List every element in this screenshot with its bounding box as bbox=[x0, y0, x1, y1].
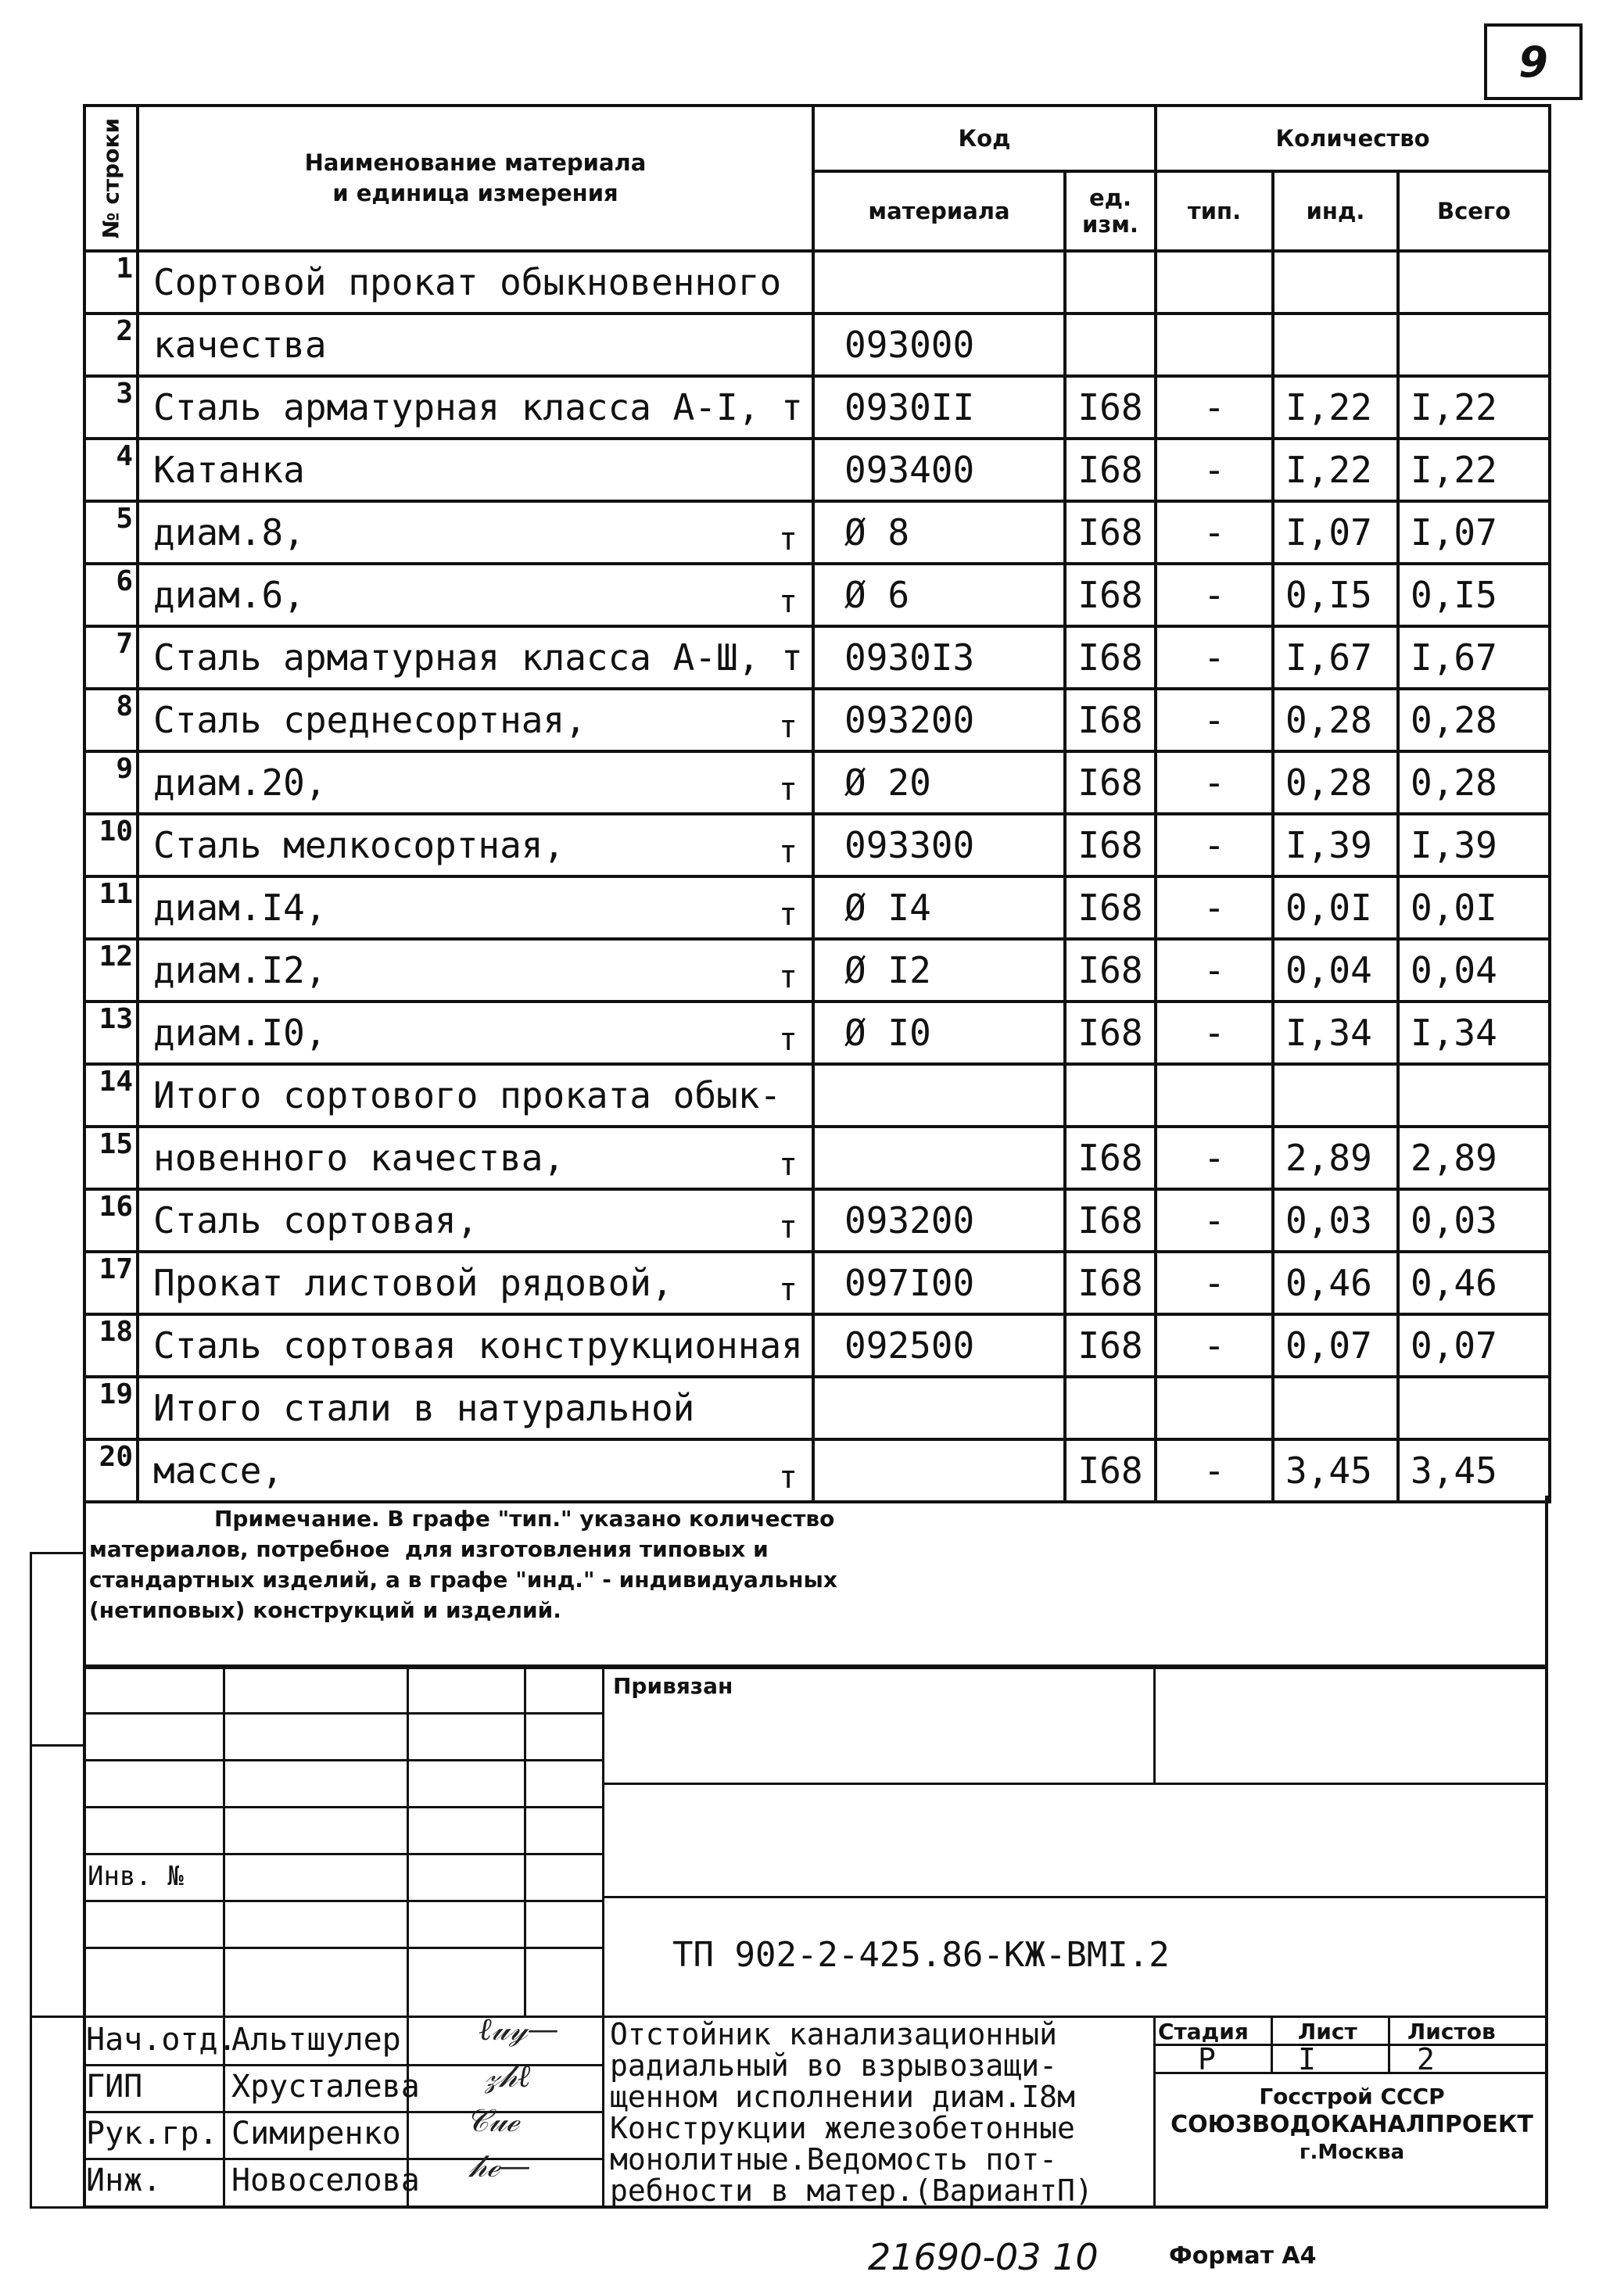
qty-typ: - bbox=[1156, 1189, 1273, 1252]
description-line: Отстойник канализационный bbox=[610, 2017, 1057, 2051]
table-row bbox=[84, 626, 1550, 689]
qty-ind: I,07 bbox=[1273, 501, 1398, 564]
binding-strip-line bbox=[30, 1552, 86, 1554]
row-number: 16 bbox=[84, 1189, 138, 1252]
qty-total: I,34 bbox=[1398, 1002, 1550, 1064]
qty-ind: 0,I5 bbox=[1273, 564, 1398, 626]
description-line: щенном исполнении диам.I8м bbox=[610, 2080, 1075, 2114]
material-name bbox=[138, 1252, 813, 1314]
qty-ind: I,67 bbox=[1273, 626, 1398, 689]
unit-code: I68 bbox=[1065, 1252, 1156, 1314]
unit-label: т bbox=[778, 584, 798, 620]
sheets-value: 2 bbox=[1417, 2042, 1435, 2077]
inv-no-label: Инв. № bbox=[88, 1861, 184, 1892]
row-number: 15 bbox=[84, 1127, 138, 1189]
qty-typ: - bbox=[1156, 1252, 1273, 1314]
staff-name: Симиренко bbox=[231, 2116, 401, 2152]
qty-ind bbox=[1273, 251, 1398, 314]
material-name bbox=[138, 439, 813, 501]
material-name-text: диам.20, bbox=[153, 761, 327, 804]
row-number: 9 bbox=[84, 751, 138, 814]
description-line: ребности в матер.(ВариантП) bbox=[610, 2173, 1093, 2208]
material-name-text: качества bbox=[153, 324, 327, 366]
unit-label: т bbox=[778, 709, 798, 745]
material-name-text: диам.I0, bbox=[153, 1012, 327, 1054]
row-number: 12 bbox=[84, 939, 138, 1002]
table-row bbox=[84, 689, 1550, 751]
qty-typ: - bbox=[1156, 689, 1273, 751]
unit-label: т bbox=[778, 1147, 798, 1183]
qty-total: 0,46 bbox=[1398, 1252, 1550, 1314]
material-name-text: диам.6, bbox=[153, 574, 305, 616]
qty-typ: - bbox=[1156, 939, 1273, 1002]
qty-total: I,39 bbox=[1398, 814, 1550, 876]
unit-label: т bbox=[778, 521, 798, 557]
qty-total: 0,07 bbox=[1398, 1314, 1550, 1377]
qty-typ bbox=[1156, 1377, 1273, 1439]
material-name bbox=[138, 376, 813, 439]
material-name bbox=[138, 1002, 813, 1064]
material-name bbox=[138, 814, 813, 876]
staff-role: Рук.гр. bbox=[86, 2116, 218, 2152]
material-name-text: новенного качества, bbox=[153, 1137, 565, 1179]
qty-typ bbox=[1156, 314, 1273, 376]
qty-ind bbox=[1273, 1064, 1398, 1127]
staff-role: Нач.отд. bbox=[86, 2022, 237, 2058]
table-body bbox=[84, 251, 1550, 1502]
material-name bbox=[138, 939, 813, 1002]
qty-ind: I,39 bbox=[1273, 814, 1398, 876]
unit-code: I68 bbox=[1065, 376, 1156, 439]
table-row bbox=[84, 501, 1550, 564]
qty-typ: - bbox=[1156, 1439, 1273, 1502]
material-code: 093200 bbox=[813, 1189, 1065, 1252]
qty-ind: 0,28 bbox=[1273, 689, 1398, 751]
material-name bbox=[138, 1314, 813, 1377]
material-name bbox=[138, 1189, 813, 1252]
material-code bbox=[813, 1377, 1065, 1439]
qty-typ bbox=[1156, 1064, 1273, 1127]
unit-code: I68 bbox=[1065, 1314, 1156, 1377]
title-block-grid bbox=[83, 1806, 604, 1808]
unit-label: т bbox=[778, 1272, 798, 1308]
header-qty-group: Количество bbox=[1156, 106, 1550, 171]
table-row bbox=[84, 439, 1550, 501]
material-name-text: Итого стали в натуральной bbox=[153, 1387, 695, 1429]
qty-typ: - bbox=[1156, 626, 1273, 689]
material-name bbox=[138, 314, 813, 376]
sheet-label: Лист bbox=[1298, 2019, 1357, 2044]
material-name-text: диам.I2, bbox=[153, 949, 327, 991]
material-code bbox=[813, 1439, 1065, 1502]
binding-strip-line bbox=[30, 2016, 86, 2018]
archive-number: 21690-03 10 bbox=[868, 2236, 1099, 2278]
qty-ind: 3,45 bbox=[1273, 1439, 1398, 1502]
material-code: 097I00 bbox=[813, 1252, 1065, 1314]
header-qty-ind: инд. bbox=[1273, 171, 1398, 251]
material-code: 0930I3 bbox=[813, 626, 1065, 689]
row-number: 10 bbox=[84, 814, 138, 876]
unit-label: т bbox=[778, 772, 798, 808]
qty-ind: 0,04 bbox=[1273, 939, 1398, 1002]
signature: 𝓏𝒽ℓ bbox=[485, 2059, 531, 2094]
unit-label: т bbox=[778, 959, 798, 995]
qty-typ: - bbox=[1156, 1002, 1273, 1064]
qty-typ bbox=[1156, 251, 1273, 314]
staff-name: Альтшулер bbox=[231, 2022, 401, 2058]
material-name-text: Катанка bbox=[153, 449, 305, 491]
qty-total: 0,I5 bbox=[1398, 564, 1550, 626]
org-city: г.Москва bbox=[1299, 2141, 1405, 2164]
signature: 𝒽ℯ— bbox=[469, 2148, 531, 2184]
material-code: Ø I4 bbox=[813, 876, 1065, 939]
row-number: 6 bbox=[84, 564, 138, 626]
staff-role: ГИП bbox=[86, 2069, 143, 2105]
title-block-grid bbox=[524, 1666, 526, 2016]
qty-ind: 0,28 bbox=[1273, 751, 1398, 814]
title-block-grid bbox=[83, 1900, 604, 1902]
material-code: 092500 bbox=[813, 1314, 1065, 1377]
qty-typ: - bbox=[1156, 1127, 1273, 1189]
row-number: 5 bbox=[84, 501, 138, 564]
unit-code: I68 bbox=[1065, 689, 1156, 751]
table-row bbox=[84, 1252, 1550, 1314]
document-code: ТП 902-2-425.86-КЖ-ВМI.2 bbox=[672, 1935, 1170, 1975]
qty-total: 3,45 bbox=[1398, 1439, 1550, 1502]
header-code-group: Код bbox=[813, 106, 1156, 171]
table-row bbox=[84, 939, 1550, 1002]
material-code: Ø 8 bbox=[813, 501, 1065, 564]
material-name-text: Сталь среднесортная, bbox=[153, 699, 586, 741]
title-block-grid bbox=[602, 1896, 1548, 1898]
unit-code bbox=[1065, 251, 1156, 314]
material-name-text: Сталь мелкосортная, bbox=[153, 824, 565, 866]
qty-ind: I,34 bbox=[1273, 1002, 1398, 1064]
title-block-grid bbox=[602, 1666, 604, 2209]
qty-ind: 0,07 bbox=[1273, 1314, 1398, 1377]
material-table bbox=[83, 104, 1551, 1503]
material-name-text: массе, bbox=[153, 1449, 284, 1492]
qty-total bbox=[1398, 314, 1550, 376]
table-row bbox=[84, 814, 1550, 876]
staff-name: Новоселова bbox=[231, 2163, 420, 2198]
table-row bbox=[84, 251, 1550, 314]
qty-typ: - bbox=[1156, 564, 1273, 626]
unit-code: I68 bbox=[1065, 939, 1156, 1002]
row-number: 19 bbox=[84, 1377, 138, 1439]
binding-strip-line bbox=[30, 1744, 86, 1747]
row-number: 1 bbox=[84, 251, 138, 314]
material-name bbox=[138, 501, 813, 564]
material-name-text: диам.8, bbox=[153, 511, 305, 554]
material-code: Ø 20 bbox=[813, 751, 1065, 814]
material-code bbox=[813, 251, 1065, 314]
title-block-grid bbox=[407, 1666, 409, 2209]
material-name bbox=[138, 689, 813, 751]
table-row bbox=[84, 376, 1550, 439]
unit-code: I68 bbox=[1065, 1439, 1156, 1502]
material-code: 093000 bbox=[813, 314, 1065, 376]
note-line: (нетиповых) конструкций и изделий. bbox=[89, 1597, 561, 1623]
table-row bbox=[84, 314, 1550, 376]
material-name bbox=[138, 876, 813, 939]
row-number: 13 bbox=[84, 1002, 138, 1064]
unit-code: I68 bbox=[1065, 1189, 1156, 1252]
material-code: 093300 bbox=[813, 814, 1065, 876]
title-block-grid bbox=[83, 1759, 604, 1761]
header-name: Наименование материала и единица измерения bbox=[138, 106, 813, 251]
unit-code bbox=[1065, 314, 1156, 376]
qty-ind bbox=[1273, 1377, 1398, 1439]
material-name bbox=[138, 564, 813, 626]
material-name bbox=[138, 1127, 813, 1189]
unit-label: т bbox=[778, 1022, 798, 1058]
qty-ind: 0,46 bbox=[1273, 1252, 1398, 1314]
title-block-grid bbox=[83, 1853, 604, 1855]
qty-ind: I,22 bbox=[1273, 376, 1398, 439]
title-block-grid bbox=[83, 2111, 604, 2113]
material-name bbox=[138, 626, 813, 689]
row-number: 4 bbox=[84, 439, 138, 501]
row-number: 20 bbox=[84, 1439, 138, 1502]
signature: 𝒞𝓊ℯ bbox=[466, 2103, 519, 2139]
qty-total: 0,28 bbox=[1398, 751, 1550, 814]
table-row bbox=[84, 1377, 1550, 1439]
qty-total: 2,89 bbox=[1398, 1127, 1550, 1189]
unit-label: т bbox=[778, 834, 798, 870]
title-block-grid bbox=[602, 1783, 1548, 1785]
qty-ind: 0,0I bbox=[1273, 876, 1398, 939]
table-row bbox=[84, 1439, 1550, 1502]
title-block-grid bbox=[83, 1712, 604, 1715]
binding-strip-line bbox=[30, 2206, 86, 2209]
qty-ind: 2,89 bbox=[1273, 1127, 1398, 1189]
row-number: 18 bbox=[84, 1314, 138, 1377]
title-block-grid bbox=[1153, 1666, 1156, 1783]
qty-total: 0,28 bbox=[1398, 689, 1550, 751]
signature: ℓ𝓊𝓎— bbox=[479, 2012, 559, 2048]
material-name bbox=[138, 751, 813, 814]
note bbox=[89, 1503, 1543, 1666]
material-name-text: Сталь арматурная класса А-I, т bbox=[153, 386, 803, 428]
sheets-label: Листов bbox=[1407, 2019, 1496, 2044]
qty-typ: - bbox=[1156, 876, 1273, 939]
qty-total: 0,03 bbox=[1398, 1189, 1550, 1252]
org-name: СОЮЗВОДОКАНАЛПРОЕКТ bbox=[1170, 2111, 1533, 2138]
qty-total: I,67 bbox=[1398, 626, 1550, 689]
material-name bbox=[138, 1377, 813, 1439]
qty-typ: - bbox=[1156, 376, 1273, 439]
material-code: Ø I2 bbox=[813, 939, 1065, 1002]
table-row bbox=[84, 1127, 1550, 1189]
description-line: Конструкции железобетонные bbox=[610, 2111, 1075, 2145]
material-code: Ø 6 bbox=[813, 564, 1065, 626]
title-block-grid bbox=[223, 1666, 225, 2209]
unit-code bbox=[1065, 1064, 1156, 1127]
unit-code: I68 bbox=[1065, 626, 1156, 689]
note-line: Примечание. В графе "тип." указано количество bbox=[214, 1506, 835, 1532]
note-line: материалов, потребное для изготовления типовых и bbox=[89, 1536, 769, 1562]
format-label: Формат А4 bbox=[1169, 2242, 1317, 2270]
material-name-text: Сталь арматурная класса А-Ш, т bbox=[153, 636, 803, 679]
material-name-text: Сталь сортовая, bbox=[153, 1199, 479, 1242]
privyazan-label: Привязан bbox=[613, 1673, 733, 1699]
unit-label: т bbox=[778, 897, 798, 933]
unit-code: I68 bbox=[1065, 1002, 1156, 1064]
table-row bbox=[84, 1064, 1550, 1127]
row-number: 11 bbox=[84, 876, 138, 939]
header-qty-typ: тип. bbox=[1156, 171, 1273, 251]
qty-total bbox=[1398, 1064, 1550, 1127]
qty-typ: - bbox=[1156, 814, 1273, 876]
unit-code bbox=[1065, 1377, 1156, 1439]
material-code bbox=[813, 1064, 1065, 1127]
material-name-text: диам.I4, bbox=[153, 887, 327, 929]
staff-name: Хрусталева bbox=[231, 2069, 420, 2105]
material-name bbox=[138, 251, 813, 314]
table-row bbox=[84, 1002, 1550, 1064]
unit-code: I68 bbox=[1065, 564, 1156, 626]
title-block-grid bbox=[83, 1947, 604, 1949]
qty-typ: - bbox=[1156, 751, 1273, 814]
binding-strip-line bbox=[30, 1552, 32, 2209]
qty-ind bbox=[1273, 314, 1398, 376]
table-row bbox=[84, 876, 1550, 939]
row-number: 2 bbox=[84, 314, 138, 376]
unit-label: т bbox=[778, 1209, 798, 1245]
unit-code: I68 bbox=[1065, 814, 1156, 876]
material-name bbox=[138, 1439, 813, 1502]
unit-code: I68 bbox=[1065, 501, 1156, 564]
page-number: 9 bbox=[1484, 23, 1583, 100]
qty-total: I,22 bbox=[1398, 376, 1550, 439]
stage-value: Р bbox=[1198, 2042, 1216, 2077]
material-name-text: Итого сортового проката обык- bbox=[153, 1074, 782, 1116]
material-name-text: Сортовой прокат обыкновенного bbox=[153, 261, 782, 303]
qty-ind: 0,03 bbox=[1273, 1189, 1398, 1252]
qty-typ: - bbox=[1156, 1314, 1273, 1377]
qty-total: I,22 bbox=[1398, 439, 1550, 501]
table-row bbox=[84, 751, 1550, 814]
material-name-text: Прокат листовой рядовой, bbox=[153, 1262, 673, 1304]
header-qty-total: Всего bbox=[1398, 171, 1550, 251]
qty-total bbox=[1398, 251, 1550, 314]
material-code: Ø I0 bbox=[813, 1002, 1065, 1064]
staff-role: Инж. bbox=[86, 2163, 162, 2198]
row-number: 14 bbox=[84, 1064, 138, 1127]
table-row bbox=[84, 564, 1550, 626]
row-number: 17 bbox=[84, 1252, 138, 1314]
unit-label: т bbox=[778, 1460, 798, 1496]
material-name bbox=[138, 1064, 813, 1127]
sheet-value: I bbox=[1298, 2042, 1316, 2077]
qty-typ: - bbox=[1156, 439, 1273, 501]
material-code: 093200 bbox=[813, 689, 1065, 751]
material-name-text: Сталь сортовая конструкционная bbox=[153, 1324, 803, 1367]
material-code: 093400 bbox=[813, 439, 1065, 501]
header-row-no: № строки bbox=[84, 106, 138, 251]
row-number: 7 bbox=[84, 626, 138, 689]
unit-code: I68 bbox=[1065, 439, 1156, 501]
qty-total bbox=[1398, 1377, 1550, 1439]
stage-label: Стадия bbox=[1158, 2019, 1249, 2044]
qty-total: 0,0I bbox=[1398, 876, 1550, 939]
header-code-material: материала bbox=[813, 171, 1065, 251]
unit-code: I68 bbox=[1065, 1127, 1156, 1189]
qty-typ: - bbox=[1156, 501, 1273, 564]
material-code: 0930II bbox=[813, 376, 1065, 439]
description-line: монолитные.Ведомость пот- bbox=[610, 2142, 1057, 2177]
description-line: радиальный во взрывозащи- bbox=[610, 2048, 1057, 2083]
unit-code: I68 bbox=[1065, 751, 1156, 814]
table-row bbox=[84, 1189, 1550, 1252]
material-code bbox=[813, 1127, 1065, 1189]
org-ministry: Госстрой СССР bbox=[1259, 2084, 1445, 2109]
qty-total: I,07 bbox=[1398, 501, 1550, 564]
note-line: стандартных изделий, а в графе "инд." - индивидуальных bbox=[89, 1567, 837, 1593]
table-row bbox=[84, 1314, 1550, 1377]
qty-total: 0,04 bbox=[1398, 939, 1550, 1002]
row-number: 3 bbox=[84, 376, 138, 439]
qty-ind: I,22 bbox=[1273, 439, 1398, 501]
unit-code: I68 bbox=[1065, 876, 1156, 939]
row-number: 8 bbox=[84, 689, 138, 751]
header-code-unit: ед. изм. bbox=[1065, 171, 1156, 251]
